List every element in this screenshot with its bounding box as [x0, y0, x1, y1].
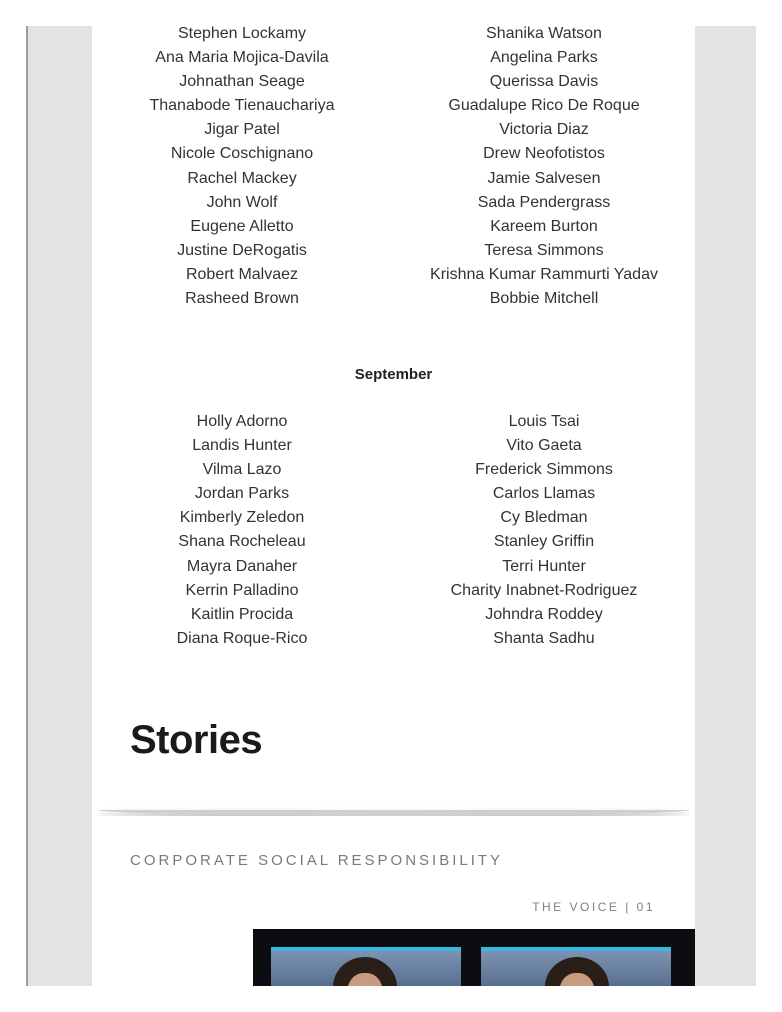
list-item: Diana Roque-Rico	[176, 629, 308, 647]
person-silhouette	[333, 957, 397, 986]
right-gutter	[695, 26, 756, 986]
list-item: Krishna Kumar Rammurti Yadav	[430, 265, 658, 283]
list-item: Kaitlin Procida	[190, 605, 294, 623]
list-item: Mayra Danaher	[186, 557, 298, 575]
list-item: Carlos Llamas	[492, 485, 596, 503]
list-item: Frederick Simmons	[475, 461, 613, 479]
list-item: Stephen Lockamy	[177, 25, 307, 42]
august-names-left-column	[122, 22, 362, 311]
list-item: Ana Maria Mojica-Davila	[155, 49, 329, 67]
list-item: Cy Bledman	[500, 509, 588, 527]
list-item: Drew Neofotistos	[483, 145, 605, 163]
list-item: Victoria Diaz	[499, 121, 589, 139]
list-item: Bobbie Mitchell	[489, 290, 599, 308]
story-photo[interactable]	[253, 929, 695, 986]
september-names-left-column	[122, 410, 362, 651]
list-item: Teresa Simmons	[484, 241, 604, 259]
list-item: Robert Malvaez	[185, 265, 299, 283]
stories-title: Stories	[130, 718, 263, 762]
list-item: Rasheed Brown	[185, 290, 299, 308]
list-item: Kimberly Zeledon	[179, 509, 305, 527]
september-heading: September	[354, 366, 433, 383]
person-silhouette	[545, 957, 609, 986]
list-item: John Wolf	[206, 193, 278, 211]
left-edge-rule	[26, 26, 28, 986]
list-item: Kareem Burton	[490, 217, 598, 235]
list-item: Shana Rocheleau	[178, 533, 306, 551]
list-item: Stanley Griffin	[493, 533, 595, 551]
list-item: Sada Pendergrass	[477, 193, 611, 211]
list-item: Holly Adorno	[196, 413, 288, 430]
list-item: Querissa Davis	[489, 73, 599, 91]
list-item: Jordan Parks	[194, 485, 290, 503]
page-tag: THE VOICE | 01	[532, 900, 655, 914]
list-item: Guadalupe Rico De Roque	[448, 97, 640, 115]
list-item: Nicole Coschignano	[170, 145, 314, 163]
september-names-right-column	[424, 410, 664, 651]
portrait-photo-left	[271, 947, 461, 986]
list-item: Eugene Alletto	[190, 217, 294, 235]
list-item: Angelina Parks	[490, 49, 598, 67]
list-item: Jamie Salvesen	[487, 169, 601, 187]
list-item: Terri Hunter	[502, 557, 586, 575]
list-item: Vilma Lazo	[202, 461, 282, 479]
list-item: Shanika Watson	[486, 25, 602, 42]
left-gutter	[28, 26, 92, 986]
list-item: Johnathan Seage	[179, 73, 305, 91]
list-item: Charity Inabnet-Rodriguez	[450, 581, 638, 599]
list-item: Jigar Patel	[204, 121, 280, 139]
list-item: Justine DeRogatis	[177, 241, 307, 259]
list-item: Thanabode Tienauchariya	[149, 97, 335, 115]
list-item: Shanta Sadhu	[493, 629, 595, 647]
list-item: Rachel Mackey	[187, 169, 297, 187]
list-item: Louis Tsai	[508, 413, 580, 430]
list-item: Johndra Roddey	[485, 605, 603, 623]
section-label: CORPORATE SOCIAL RESPONSIBILITY	[130, 852, 504, 869]
list-item: Vito Gaeta	[506, 437, 582, 455]
portrait-photo-right	[481, 947, 671, 986]
list-item: Landis Hunter	[192, 437, 292, 455]
list-item: Kerrin Palladino	[185, 581, 299, 599]
august-names-right-column	[424, 22, 664, 311]
